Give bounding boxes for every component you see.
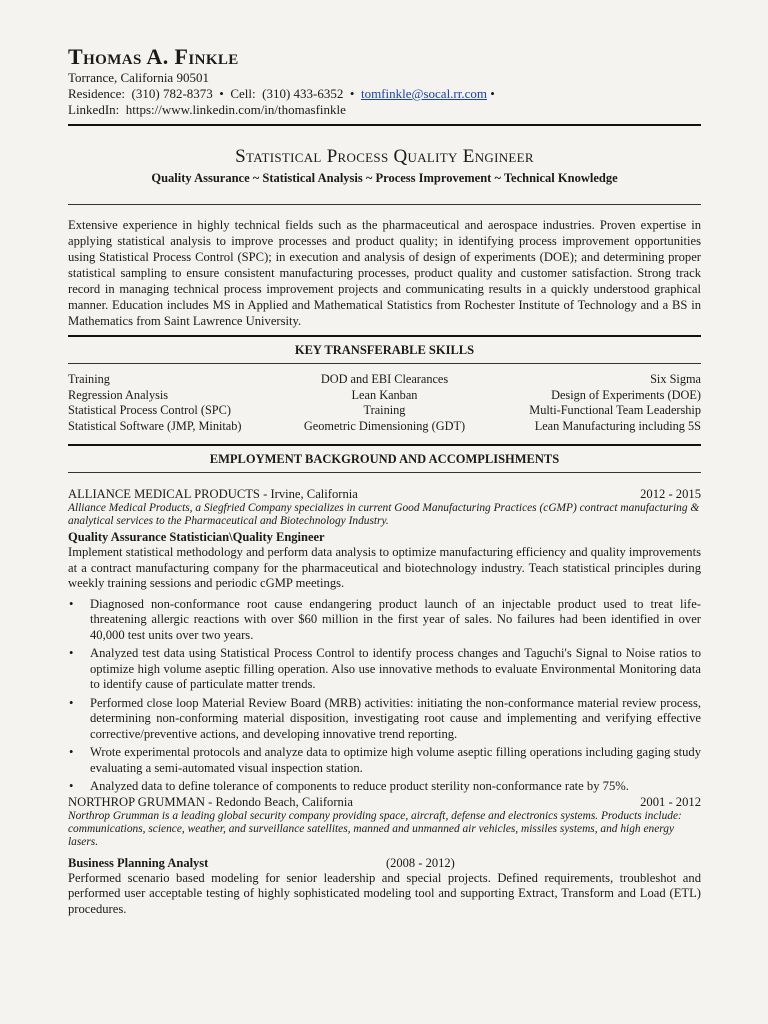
skill-item: Training <box>68 372 110 386</box>
phone-line: Residence: (310) 782-8373 • Cell: (310) 433-6352 • tomfinkle@socal.rr.com • <box>68 86 495 101</box>
bullet-text: Wrote experimental protocols and analyze data to optimize high volume aseptic filling operations including gaging study evaluating a semi-automated visual inspection station. <box>90 745 701 775</box>
skill-item: Geometric Dimensioning (GDT) <box>303 418 466 433</box>
skill-item: Statistical Process Control (SPC) <box>68 403 231 417</box>
job-dates: 2012 - 2015 <box>640 487 701 501</box>
job-summary: Performed scenario based modeling for senior leadership and special projects. Defined requirements, troubleshot and performed user acceptable testing of highly sophisticated modeling tool and supporting Extract, Transform and Load (ETL) procedures. <box>68 870 701 916</box>
role-row <box>68 856 701 871</box>
linkedin-label: LinkedIn: <box>68 102 120 117</box>
company-name: ALLIANCE MEDICAL PRODUCTS <box>68 487 260 501</box>
email-link[interactable]: tomfinkle@socal.rr.com <box>360 86 488 101</box>
linkedin-line <box>68 102 701 118</box>
bullet-text: Analyzed data to define tolerance of components to reduce product sterility non-conformance rate by 75%. <box>90 779 629 793</box>
skills-column-1 <box>68 372 279 434</box>
cell-label: Cell: <box>230 86 256 101</box>
skill-item: Training <box>363 403 406 417</box>
job-summary: Implement statistical methodology and perform data analysis to optimize manufacturing efficiency and quality improvements at a contract manufacturing company for the pharmaceutical and biotechnology industry. Teach statistical principles during weekly training sessions and periodic cGMP meetings. <box>68 545 701 590</box>
linkedin-url: https://www.linkedin.com/in/thomasfinkle <box>125 102 346 117</box>
job-entry <box>68 795 701 918</box>
candidate-name: Thomas A. Finkle <box>68 44 239 69</box>
bullet-text: Diagnosed non-conformance root cause endangering product launch of an injectable product used to treat life-threatening allergic reactions with over $60 million in the first year of sales. No failures had been identified in over 40,000 test units over two years. <box>90 596 701 642</box>
company-location: - Redondo Beach, California <box>204 794 353 809</box>
job-dates: 2001 - 2012 <box>640 794 701 809</box>
job-header <box>68 487 701 502</box>
location: Torrance, California 90501 <box>68 70 209 85</box>
job-header <box>68 795 701 810</box>
bullet-icon: • <box>69 596 74 611</box>
skill-item: Multi-Functional Team Leadership <box>529 403 701 417</box>
header-divider <box>68 124 701 126</box>
job-role: Business Planning Analyst <box>68 855 209 870</box>
skill-item: Lean Kanban <box>351 387 418 402</box>
skills-heading-divider <box>68 363 701 364</box>
profile-summary: Extensive experience in highly technical fields such as the pharmaceutical and aerospace industries. Proven expertise in applying statistical analysis to improve processes and product quality; in identifying process improvement opportunities using Statistical Process Control (SPC); in execution and analysis of design of experiments (DOE); and determining proper statistical sampling to ensure consistent manufacturing processes, product quality and customer satisfaction. Strong track record in managing technical process improvement projects and communicating results in a quickly understood graphical manner. Education includes MS in Applied and Mathematical Statistics from Rochester Institute of Technology and a BS in Mathematics from Saint Lawrence University. <box>68 218 701 328</box>
bullet-text: Analyzed test data using Statistical Process Control to identify process changes and Taguchi's Signal to Noise ratios to optimize high volume aseptic filling operation. Also use innovative methods to evaluate Environmental Monitoring data to identify cause of particulate matter trends. <box>90 646 701 691</box>
list-item <box>69 646 701 693</box>
bullet-icon: • <box>69 745 74 759</box>
bullet-icon: • <box>69 646 74 660</box>
list-item <box>69 745 701 776</box>
skill-item: Regression Analysis <box>68 387 169 402</box>
skill-item: Statistical Software (JMP, Minitab) <box>68 418 242 433</box>
list-item <box>69 695 701 743</box>
employment-heading: EMPLOYMENT BACKGROUND AND ACCOMPLISHMENTS <box>209 452 560 466</box>
title-divider <box>68 204 701 205</box>
skills-column-3 <box>490 372 701 434</box>
bullet-text: Performed close loop Material Review Board (MRB) activities: initiating the non-conformance material review process, determining non-conforming material disposition, investigating root cause and implementing and verifying effective corrective/preventive actions, and developing innovative trend reporting. <box>90 695 701 741</box>
resume-subtitle: Quality Assurance ~ Statistical Analysis ~ Process Improvement ~ Technical Knowledge <box>151 171 618 185</box>
skills-heading: KEY TRANSFERABLE SKILLS <box>294 343 475 357</box>
skills-column-2 <box>279 372 490 434</box>
residence-label: Residence: <box>68 86 126 101</box>
list-item <box>69 596 701 644</box>
accomplishment-list <box>68 597 701 795</box>
resume-title: Statistical Process Quality Engineer <box>235 146 534 167</box>
role-dates: (2008 - 2012) <box>386 855 455 870</box>
skill-item: Design of Experiments (DOE) <box>551 387 701 402</box>
skill-item: Lean Manufacturing including 5S <box>534 418 701 433</box>
cell-phone: (310) 433-6352 <box>262 86 344 101</box>
contact-block <box>68 70 701 118</box>
company-description: Alliance Medical Products, a Siegfried Company specializes in current Good Manufacturing Practices (cGMP) contract manufacturing & analytical services to the Pharmaceutical and Biotechnology Industry. <box>68 502 700 527</box>
job-role: Quality Assurance Statistician\Quality Engineer <box>68 530 325 544</box>
skill-item: Six Sigma <box>650 372 701 386</box>
job-entry <box>68 487 701 795</box>
bullet-icon: • <box>69 695 74 710</box>
skills-grid <box>68 372 701 434</box>
skill-item: DOD and EBI Clearances <box>320 372 449 386</box>
employment-heading-divider <box>68 472 701 473</box>
company-location: - Irvine, California <box>259 487 358 501</box>
list-item <box>69 779 701 795</box>
company-description: Northrop Grumman is a leading global security company providing space, aircraft, defense and electronics systems. Products include: communications, science, weather, and surveillance satellites, manned and unmanned air vehicles, missiles systems, and high energy lasers. <box>68 809 682 848</box>
bullet-icon: • <box>69 779 74 793</box>
residence-phone: (310) 782-8373 <box>131 86 213 101</box>
company-name: NORTHROP GRUMMAN <box>68 794 205 809</box>
